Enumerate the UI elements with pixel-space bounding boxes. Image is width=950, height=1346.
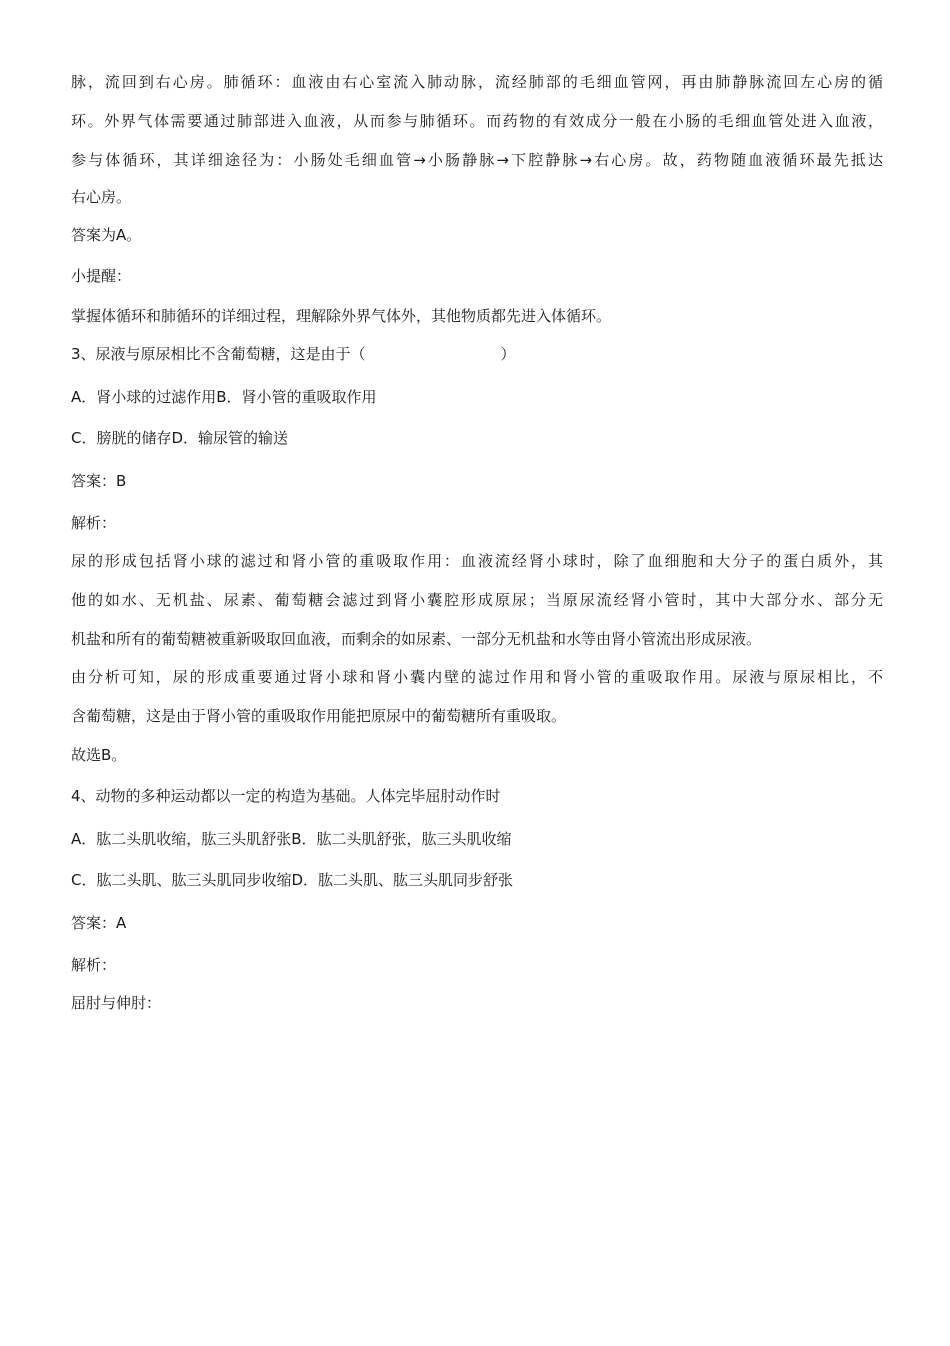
options-ab: A．肱二头肌收缩，肱三头肌舒张B．肱二头肌舒张，肱三头肌收缩 bbox=[71, 830, 512, 848]
text-line: 含葡萄糖，这是由于肾小管的重吸取作用能把原尿中的葡萄糖所有重吸取。 bbox=[71, 707, 567, 725]
text-line: 他的如水、无机盐、尿素、葡萄糖会滤过到肾小囊腔形成原尿；当原尿流经肾小管时，其中大部分水、部分无 bbox=[71, 591, 883, 609]
text-line: 参与体循环，其详细途径为：小肠处毛细血管→小肠静脉→下腔静脉→右心房。故，药物随血液循环最先抵达 bbox=[71, 151, 883, 169]
answer-line: 答案：B bbox=[71, 472, 127, 490]
answer-line: 答案为A。 bbox=[71, 226, 142, 244]
analysis-heading: 解析： bbox=[71, 956, 117, 974]
analysis-heading: 解析： bbox=[71, 514, 117, 532]
text-line: 机盐和所有的葡萄糖被重新吸取回血液，而剩余的如尿素、一部分无机盐和水等由肾小管流出形成尿液。 bbox=[71, 630, 762, 648]
question-4: 4、动物的多种运动都以一定的构造为基础。人体完毕屈肘动作时 bbox=[71, 787, 501, 805]
text-line: 屈肘与伸肘： bbox=[71, 994, 162, 1012]
answer-line: 答案：A bbox=[71, 914, 127, 932]
options-cd: C．肱二头肌、肱三头肌同步收缩D．肱二头肌、肱三头肌同步舒张 bbox=[71, 871, 514, 889]
options-ab: A．肾小球的过滤作用B．肾小管的重吸取作用 bbox=[71, 388, 377, 406]
text-line: 右心房。 bbox=[71, 188, 132, 206]
text-line: 由分析可知，尿的形成重要通过肾小球和肾小囊内壁的滤过作用和肾小管的重吸取作用。尿液与原尿相比，不 bbox=[71, 668, 883, 686]
text-line: 掌握体循环和肺循环的详细过程，理解除外界气体外，其他物质都先进入体循环。 bbox=[71, 307, 612, 325]
text-line: 环。外界气体需要通过肺部进入血液，从而参与肺循环。而药物的有效成分一般在小肠的毛细血管处进入血液， bbox=[71, 112, 883, 130]
question-3: 3、尿液与原尿相比不含葡萄糖，这是由于（ ） bbox=[71, 345, 516, 363]
text-line: 尿的形成包括肾小球的滤过和肾小管的重吸取作用：血液流经肾小球时，除了血细胞和大分子的蛋白质外，其 bbox=[71, 552, 883, 570]
text-line: 脉，流回到右心房。肺循环：血液由右心室流入肺动脉，流经肺部的毛细血管网，再由肺静脉流回左心房的循 bbox=[71, 73, 883, 91]
tip-heading: 小提醒： bbox=[71, 267, 132, 285]
answer-line: 故选B。 bbox=[71, 746, 127, 764]
options-cd: C．膀胱的储存D．输尿管的输送 bbox=[71, 429, 289, 447]
